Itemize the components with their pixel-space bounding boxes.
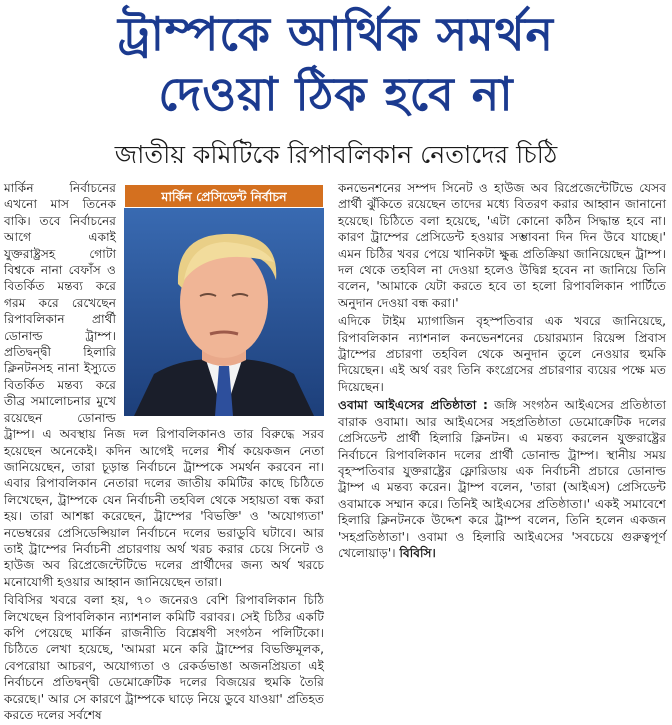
headline-line-2: দেওয়া ঠিক হবে না [158, 67, 514, 121]
photo-caption-banner: মার্কিন প্রেসিডেন্ট নির্বাচন [124, 184, 324, 208]
section-subtitle: ওবামা আইএসের প্রতিষ্ঠাতা : [338, 398, 488, 413]
subheadline: জাতীয় কমিটিকে রিপাবলিকান নেতাদের চিঠি [114, 140, 558, 169]
article-paragraph: কনভেনশনের সম্পদ সিনেট ও হাউজ অব রিপ্রেজেন্টেটিভে যেসব প্রার্থী ঝুঁকিতে রয়েছেন তাদের মধ্যে বিতরণ করার আহ্বান জানানো হয়েছে। চিঠিতে বলা হয়েছে, 'এটা কোনো কঠিন সিদ্ধান্ত হবে না। কারণ ট্রাম্পের প্রেসিডেন্ট হওয়ার সম্ভাবনা দিন দিন উবে যাচ্ছে।' এমন চিঠির খবর পেয়ে খানিকটা ক্ষুব্ধ প্রতিক্রিয়া জানিয়েছেন ট্রাম্প। দল থেকে তহবিল না দেওয়া হলেও উদ্বিগ্ন হবেন না জানিয়ে তিনি বলেন, 'আমাকে যেটা করতে হবে তা হলো রিপাবলিকান পার্টিতে অনুদান দেওয়া বন্ধ করা।' [338, 181, 666, 310]
article-paragraph: বিবিসির খবরে বলা হয়, ৭০ জনেরও বেশি রিপাবলিকান চিঠি লিখেছেন রিপাবলিকান ন্যাশনাল কমিটি বরাবর। সেই চিঠির একটি কপি পেয়েছে মার্কিন রাজনীতি বিশ্লেষণী সংগঠন পলিটিকো। চিঠিতে লেখা হয়েছে, 'আমরা মনে করি ট্রাম্পের বিভক্তিমূলক, বেপরোয়া আচরণ, অযোগ্যতা ও রেকর্ডভাঙা অজনপ্রিয়তা এই নির্বাচনে প্রতিদ্বন্দ্বী ডেমোক্রেটিক দলের বিজয়ের হুমকি তৈরি করেছে।' আর সে কারণে ট্রাম্পকে ঘাড়ে নিয়ে ডুবে যাওয়া' প্রতিহত করতে দলের সর্বশেষ [4, 593, 324, 722]
article-paragraph: এদিকে টাইম ম্যাগাজিন বৃহস্পতিবার এক খবরে জানিয়েছে, রিপাবলিকান ন্যাশনাল কনভেনশনের চেয়ারম্যান রিয়েন্স প্রিবাস ট্রাম্পের প্রচারণা তহবিল থেকে অনুদান তুলে নেওয়ার হুমকি দিয়েছেন। এই অর্থ বরং তিনি কংগ্রেসের প্রচারণার ব্যয়ের পক্ষে মত দিয়েছেন। [338, 314, 666, 394]
article-paragraph [4, 180, 324, 590]
headline-line-1: ট্রাম্পকে আর্থিক সমর্থন [118, 7, 554, 61]
portrait-photo-icon [124, 184, 324, 416]
article-paragraph [338, 397, 666, 561]
article-column-right [338, 180, 666, 563]
article-text: মার্কিন নির্বাচনের এখনো মাস তিনেক বাকি। তবে নির্বাচনের আগে একাই যুক্তরাষ্ট্রসহ গোটা বিশ্বকে নানা বেফাঁস ও বিতর্কিত মন্তব্য করে গরম করে রেখেছেন রিপাবলিকান প্রার্থী ডোনাল্ড ট্রাম্প। প্রতিদ্বন্দ্বী হিলারি ক্লিনটনসহ নানা ইস্যুতে বিতর্কিত মন্তব্য করে তীব্র সমালোচনার মুখে রয়েছেন ডোনাল্ড ট্রাম্প। এ অবস্থায় নিজ দল রিপাবলিকানও তার বিরুদ্ধে সরব হয়েছেন অনেকেই। কদিন আগেই দলের শীর্ষ কয়েকজন নেতা জানিয়েছেন, তারা চূড়ান্ত নির্বাচনে ট্রাম্পকে সমর্থন করবেন না। এবার রিপাবলিকান নেতারা দলের জাতীয় কমিটির কাছে চিঠিতে লিখেছেন, ট্রাম্পকে যেন নির্বাচনী তহবিল থেকে সহায়তা বন্ধ করা হয়। তারা আশঙ্কা করেছেন, ট্রাম্পের 'বিভক্তি' ও 'অযোগ্যতা' নভেম্বরের প্রেসিডেন্সিয়াল নির্বাচনে দলের ভরাডুবি ঘটাবে। আর তাই ট্রাম্পের নির্বাচনী প্রচারণায় অর্থ খরচ করার চেয়ে সিনেট ও হাউজ অব রিপ্রেজেন্টেটিভে দলের প্রার্থীদের জন্য অর্থ খরচে মনোযোগী হওয়ার আহ্বান জানিয়েছেন তারা। [4, 181, 324, 589]
article-column-left [4, 180, 324, 725]
photo-box [124, 184, 324, 416]
source-credit: বিবিসি। [399, 545, 436, 560]
headline [0, 4, 672, 124]
article-text: জঙ্গি সংগঠন আইএসের প্রতিষ্ঠাতা বারাক ওবামা। আর আইএসের সহপ্রতিষ্ঠাতা ডেমোক্রেটিক দলের প্রেসিডেন্ট প্রার্থী হিলারি ক্লিনটন। এ মন্তব্য করলেন যুক্তরাষ্ট্রের নির্বাচনে রিপাবলিকান দলের প্রার্থী ডোনাল্ড ট্রাম্প। স্থানীয় সময় বৃহস্পতিবার যুক্তরাষ্ট্রের ফ্লোরিডায় এক নির্বাচনী প্রচারে ডোনাল্ড ট্রাম্প এ মন্তব্য করেন। ট্রাম্প বলেন, 'তারা (আইএস) প্রেসিডেন্ট ওবামাকে সম্মান করে। তিনিই আইএসের প্রতিষ্ঠাতা।' একই সমাবেশে হিলারি ক্লিনটনকে উদ্দেশ করে ট্রাম্প বলেন, তিনি হলেন একজন 'সহপ্রতিষ্ঠাতা'। ওবামা ও হিলারি আইএসের 'সবচেয়ে গুরুত্বপূর্ণ খেলোয়াড়'। [338, 398, 666, 560]
